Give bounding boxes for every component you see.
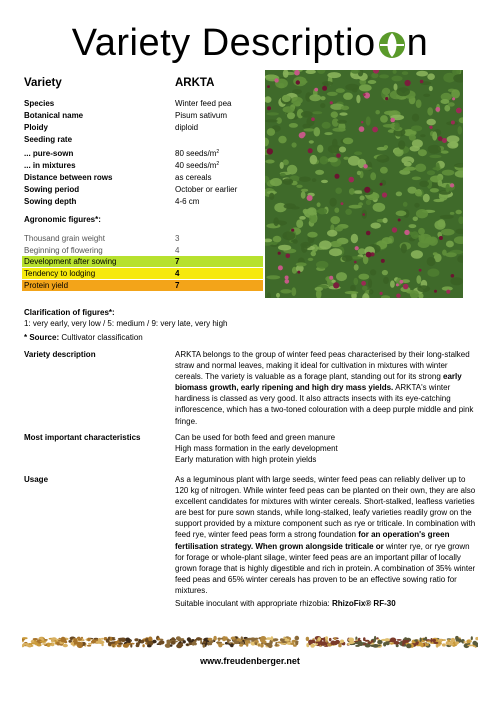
variety-description-text: ARKTA belongs to the group of winter feed peas characterised by their long-stalked straw and normal leaves, making it ideal for cultivation in mixtures with winter cereals. The variety is valuable as a forage plant, standing out for its strong early biomass growth, early ripening and high dry mass yields. ARKTA's winter hardiness is classed as very good. It also attracts insects with its eye-catching inflorescence, which has a two-toned colouration with a deep purple middle and pink fringe. — [175, 350, 474, 426]
title-text: Variety Descriptio — [71, 22, 376, 64]
protein-yield-label: Protein yield — [24, 281, 69, 290]
protein-yield-value: 7 — [175, 281, 180, 290]
seed-strip-image — [22, 635, 478, 649]
clarification-scale: 1: very early, very low / 5: medium / 9: very late, very high — [24, 319, 228, 328]
pea-field-photo — [265, 70, 463, 298]
in-mixtures-value: 40 seeds/$m^2$ — [175, 161, 220, 170]
page-title — [0, 20, 500, 66]
title-tail: n — [406, 22, 429, 64]
list-item: High mass formation in the early development — [175, 444, 338, 454]
ploidy-label: Ploidy — [24, 123, 49, 132]
botanical-name-label: Botanical name — [24, 111, 84, 120]
development-after-sowing-label: Development after sowing — [24, 257, 117, 266]
thousand-grain-weight-value: 3 — [175, 234, 180, 243]
beginning-flowering-label: Beginning of flowering — [24, 246, 103, 255]
species-label: Species — [24, 99, 55, 108]
characteristics-list — [175, 432, 477, 465]
ploidy-value: diploid — [175, 123, 199, 132]
sowing-depth-label: Sowing depth — [24, 197, 77, 206]
list-item: Early maturation with high protein yields — [175, 455, 317, 465]
tendency-lodging-value: 4 — [175, 269, 180, 278]
variety-label: Variety — [24, 77, 62, 89]
variety-value: ARKTA — [175, 77, 215, 89]
development-after-sowing-value: 7 — [175, 257, 180, 266]
row-distance-value: as cereals — [175, 173, 212, 182]
inoculant-note: Suitable inoculant with appropriate rhizobia: RhizoFix® RF-30 — [175, 599, 396, 608]
clarification-heading: Clarification of figures*: — [24, 308, 115, 317]
list-item: Can be used for both feed and green manure — [175, 433, 336, 442]
variety-description-label: Variety description — [24, 350, 96, 359]
pure-sown-label: ... pure-sown — [24, 149, 74, 158]
source-note: * Source: Cultivator classification — [24, 333, 143, 342]
leaf-logo-icon — [377, 30, 407, 60]
sowing-depth-value: 4-6 cm — [175, 197, 200, 206]
usage-label: Usage — [24, 475, 49, 484]
sowing-period-label: Sowing period — [24, 185, 80, 194]
botanical-name-value: Pisum sativum — [175, 111, 228, 120]
beginning-flowering-value: 4 — [175, 246, 180, 255]
pure-sown-value: 80 seeds/$m^2$ — [175, 149, 220, 158]
sowing-period-value: October or earlier — [175, 185, 238, 194]
species-value: Winter feed pea — [175, 99, 232, 108]
in-mixtures-label: ... in mixtures — [24, 161, 76, 170]
tendency-lodging-label: Tendency to lodging — [24, 269, 96, 278]
website-url: www.freudenberger.net — [200, 656, 300, 666]
thousand-grain-weight-label: Thousand grain weight — [24, 234, 105, 243]
row-distance-label: Distance between rows — [24, 173, 113, 182]
seeding-rate-label: Seeding rate — [24, 135, 73, 144]
characteristics-label: Most important characteristics — [24, 433, 141, 442]
usage-text: As a leguminous plant with large seeds, winter feed peas can reliably deliver up to 120 kg of nitrogen. While winter feed peas can be planted on their own, they are also excellent candidates for mixtures with winter cereals. Short-stalked, leafless varieties are best for pure sown stands, while long-stalked, leafy varieties readily grow on the support provided by a mixture component such as rye or triticale. In combination with feed rye, winter feed peas form a strong foundation for an operation's green fertilisation strategy. When grown alongside triticale or winter rye, or rye grown for forage or whole-plant silage, winter feed peas are an important pillar of locally grown forage that is highly digestible and rich in protein. A combination of 35% winter feed peas and 65% winter cereals has proven to be an effective sowing ratio for mixtures. — [175, 475, 476, 595]
agronomic-heading: Agronomic figures*: — [24, 215, 101, 224]
